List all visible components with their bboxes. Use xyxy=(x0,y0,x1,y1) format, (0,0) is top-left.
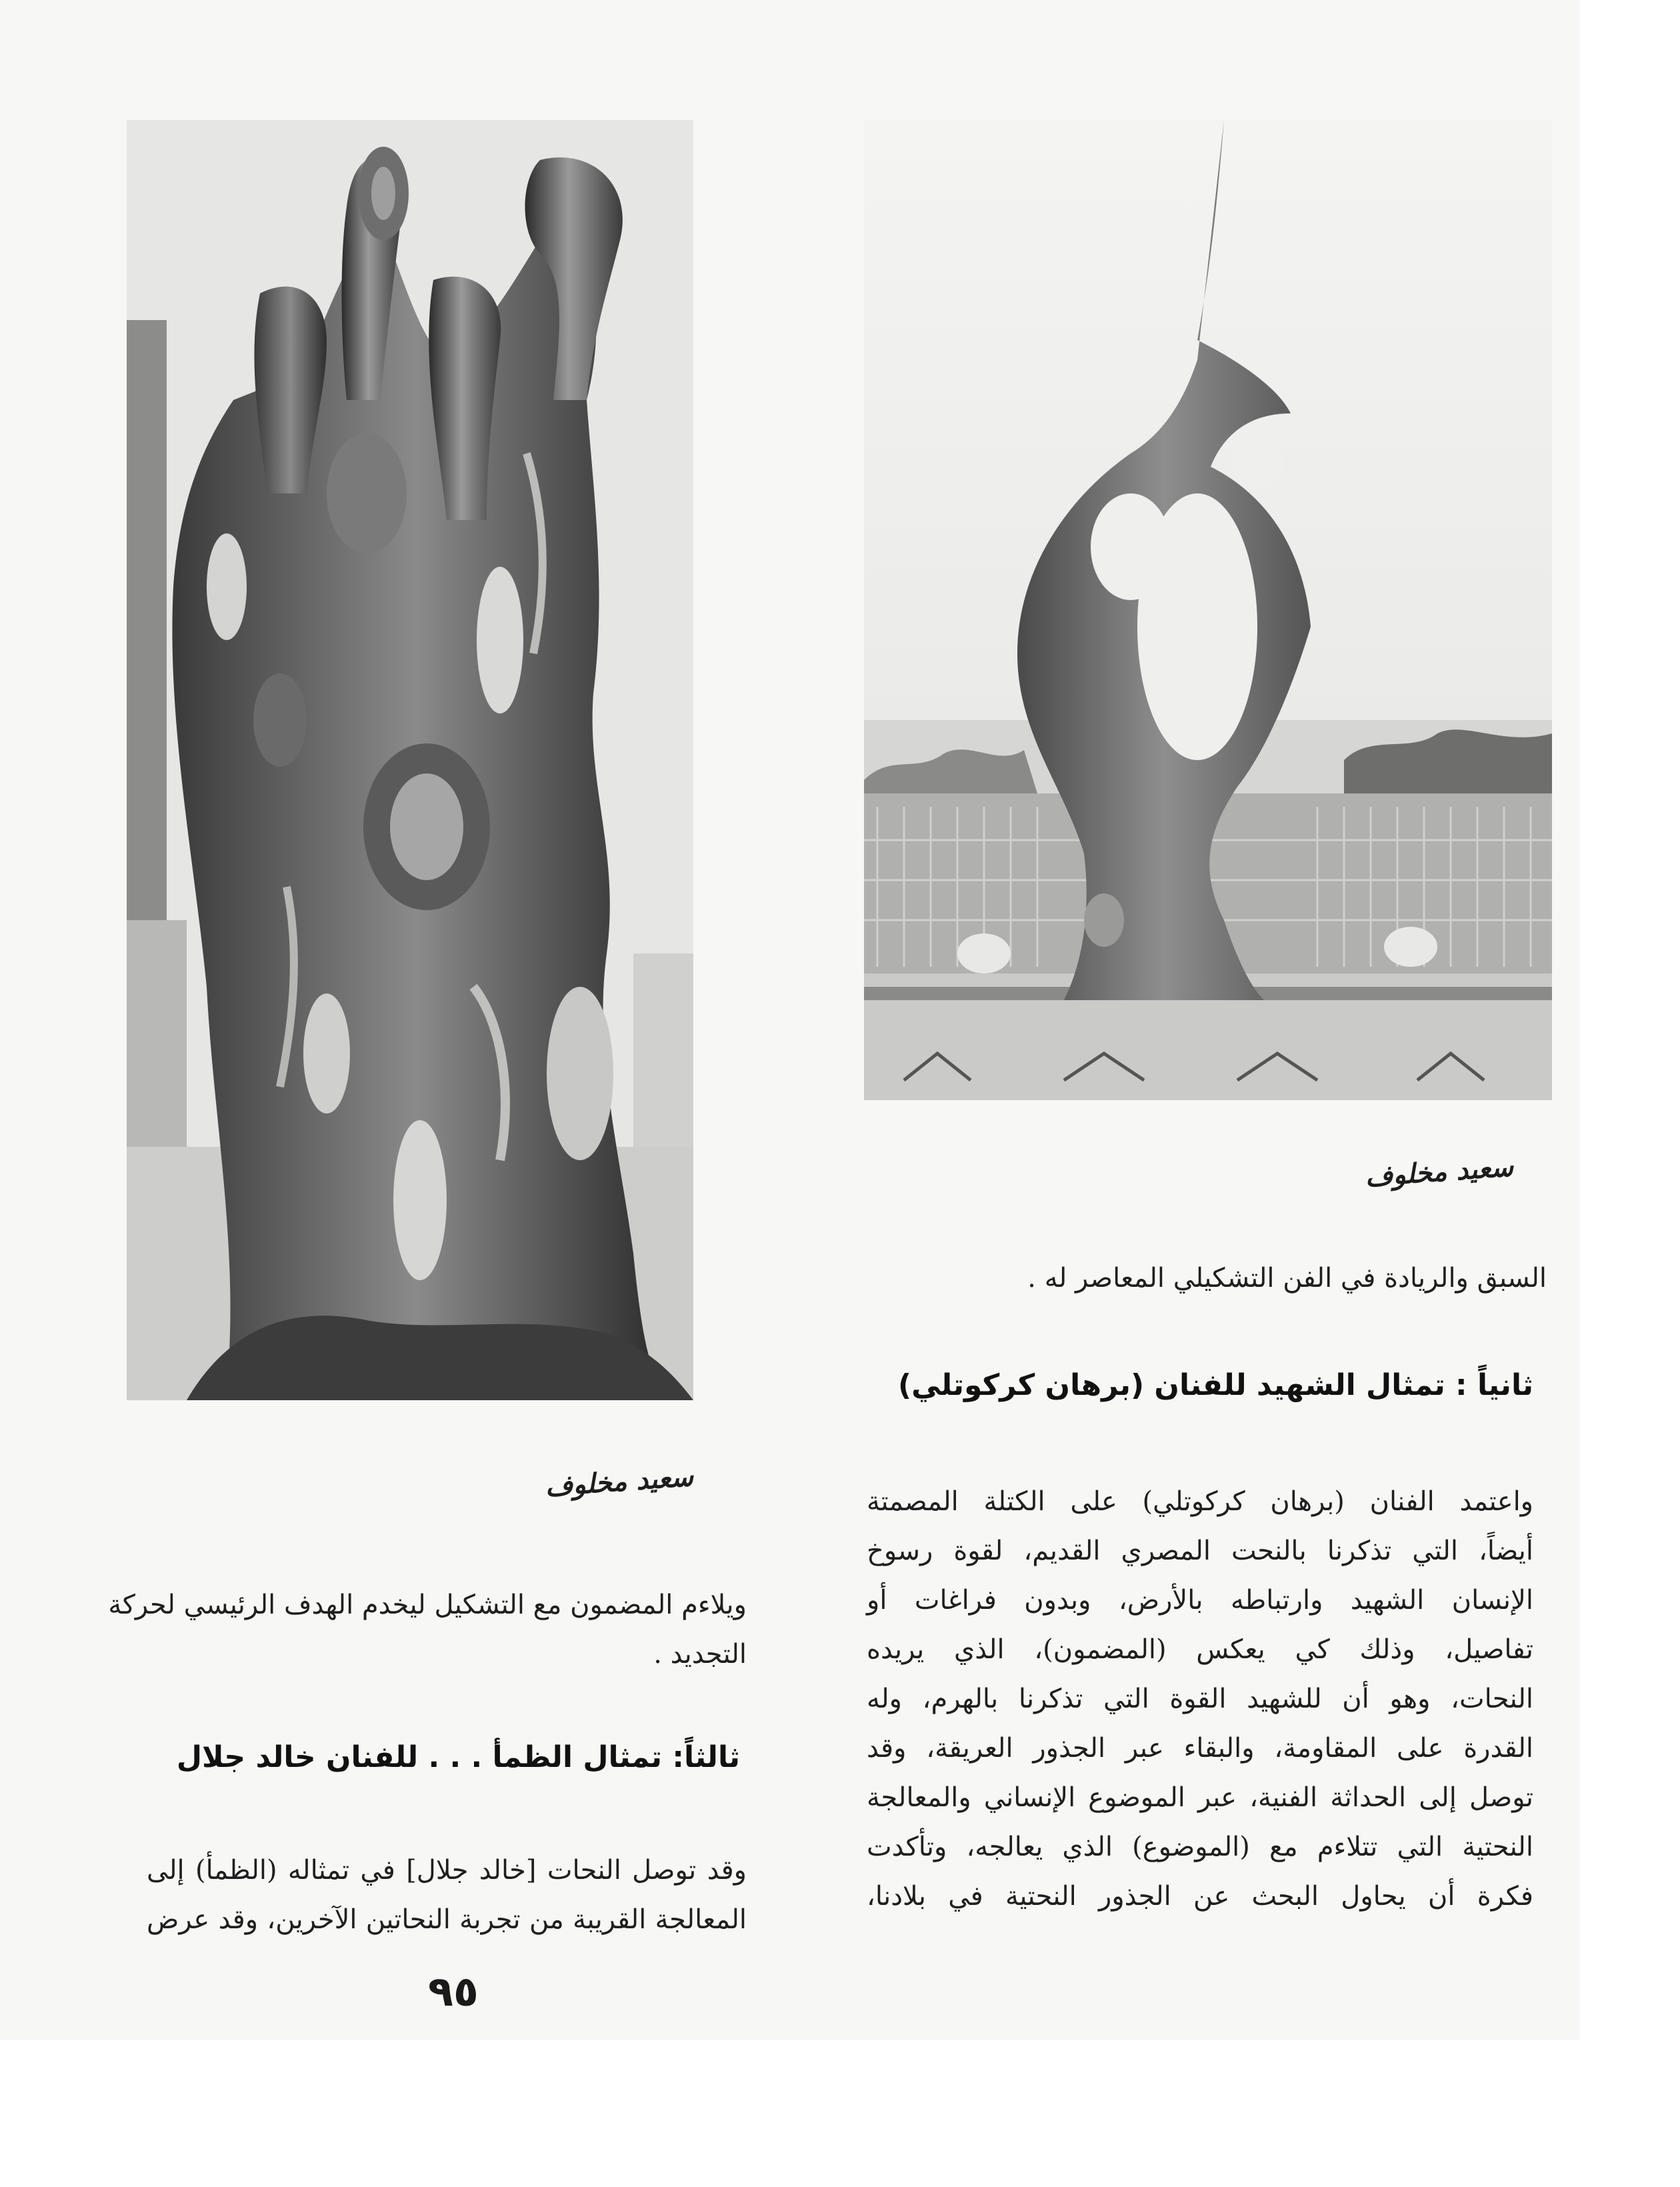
page-margin-right xyxy=(1580,0,1680,2187)
text-line: المعالجة القريبة من تجربة النحاتين الآخرين، وقد عرض xyxy=(147,1904,747,1935)
page-number: ٩٥ xyxy=(428,1967,479,2016)
sculpture-thirst-image xyxy=(127,120,693,1400)
text-line: القدرة على المقاومة، والبقاء عبر الجذور العريقة، وقد xyxy=(867,1733,1533,1764)
text-line: الإنسان الشهيد وارتباطه بالأرض، وبدون فراغات أو xyxy=(867,1585,1533,1616)
artist-signature-left: سعيد مخلوف xyxy=(544,1460,695,1503)
text-line: أيضاً، التي تذكرنا بالنحت المصري القديم، لقوة رسوخ xyxy=(867,1536,1533,1566)
left-paragraph xyxy=(147,1846,747,1944)
text-line: واعتمد الفنان (برهان كركوتلي) على الكتلة المصمتة xyxy=(867,1486,1533,1517)
artist-signature-right: سعيد مخلوف xyxy=(1364,1151,1515,1193)
text-line: النحات، وهو أن للشهيد القوة التي تذكرنا بالهرم، وله xyxy=(867,1684,1533,1714)
section-heading-thirst: ثالثاً: تمثال الظمأ . . . للفنان خالد جلال xyxy=(176,1740,740,1774)
right-intro-text xyxy=(867,1254,1547,1303)
sculpture-thirst-photo xyxy=(127,120,693,1400)
text-line: السبق والريادة في الفن التشكيلي المعاصر له . xyxy=(1027,1263,1547,1294)
section-heading-martyr: ثانياً : تمثال الشهيد للفنان (برهان كركوتلي) xyxy=(897,1368,1533,1402)
left-intro-text xyxy=(108,1580,747,1679)
page-margin-bottom xyxy=(0,2040,1580,2187)
text-line: فكرة أن يحاول البحث عن الجذور النحتية في بلادنا، xyxy=(867,1881,1533,1912)
text-line: التجديد . xyxy=(653,1639,747,1670)
text-line: النحتية التي تتلاءم مع (الموضوع) الذي يعالجه، وتأكدت xyxy=(867,1832,1533,1862)
text-line: توصل إلى الحداثة الفنية، عبر الموضوع الإنساني والمعالجة xyxy=(867,1782,1533,1813)
martyr-statue-image xyxy=(864,120,1552,1100)
martyr-statue-photo xyxy=(864,120,1552,1100)
right-paragraph xyxy=(867,1477,1533,1921)
text-line: ويلاءم المضمون مع التشكيل ليخدم الهدف الرئيسي لحركة xyxy=(108,1590,747,1620)
text-line: وقد توصل النحات [خالد جلال] في تمثاله (الظمأ) إلى xyxy=(147,1855,747,1886)
text-line: تفاصيل، وذلك كي يعكس (المضمون)، الذي يريده xyxy=(867,1634,1533,1665)
